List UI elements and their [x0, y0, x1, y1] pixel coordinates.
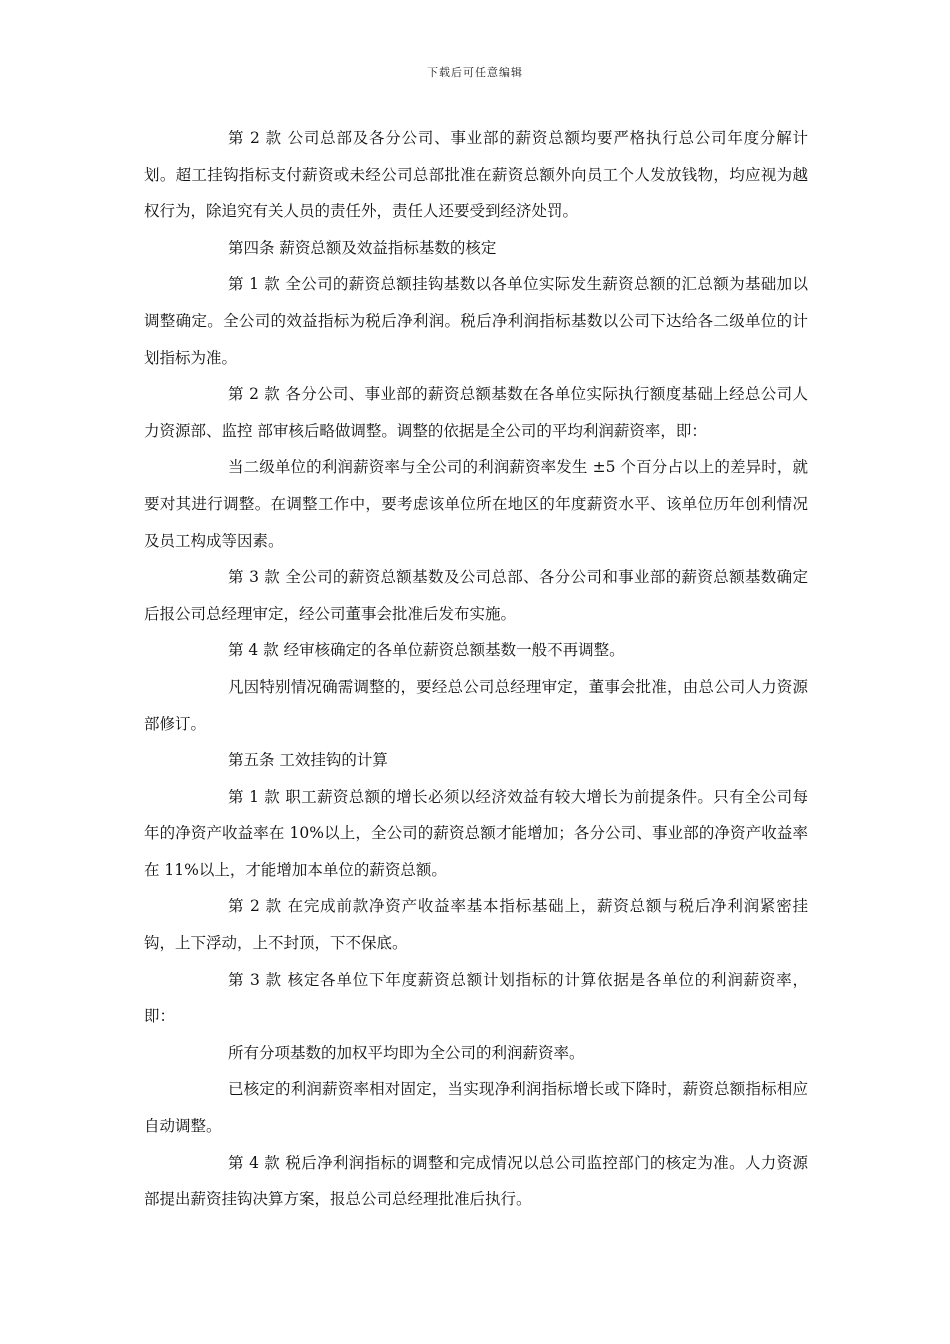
article-5-heading: 第五条 工效挂钩的计算	[228, 751, 388, 770]
paragraph-clause-1-base: 第 1 款 全公司的薪资总额挂钩基数以各单位实际发生薪资总额的汇总额为基础加以调整确定。全公司的效益指标为税后净利润。税后净利润指标基数以公司下达给各二级单位的计划指标为准。	[144, 275, 808, 367]
paragraph-clause-2-budget: 第 2 款 公司总部及各分公司、事业部的薪资总额均要严格执行总公司年度分解计划。超工挂钩指标支付薪资或未经公司总部批准在薪资总额外向员工个人发放钱物，均应视为越权行为，除追究有关人员的责任外，责任人还要受到经济处罚。	[144, 129, 808, 221]
paragraph-auto-adjust: 已核定的利润薪资率相对固定，当实现净利润指标增长或下降时，薪资总额指标相应自动调整。	[144, 1080, 808, 1136]
paragraph-difference-rule: 当二级单位的利润薪资率与全公司的利润薪资率发生 ±5 个百分占以上的差异时，就要对其进行调整。在调整工作中，要考虑该单位所在地区的年度薪资水平、该单位历年创利情况及员工构成等因素。	[144, 458, 808, 550]
paragraph-clause-1-growth: 第 1 款 职工薪资总额的增长必须以经济效益有较大增长为前提条件。只有全公司每年的净资产收益率在 10%以上，全公司的薪资总额才能增加；各分公司、事业部的净资产收益率在 11%以上，才能增加本单位的薪资总额。	[144, 787, 808, 879]
paragraph-clause-4-settlement: 第 4 款 税后净利润指标的调整和完成情况以总公司监控部门的核定为准。人力资源部提出薪资挂钩决算方案，报总公司总经理批准后执行。	[144, 1153, 808, 1209]
paragraph-clause-2-adjust: 第 2 款 各分公司、事业部的薪资总额基数在各单位实际执行额度基础上经总公司人力资源部、监控 部审核后略做调整。调整的依据是全公司的平均利润薪资率，即：	[144, 385, 808, 440]
article-4-heading: 第四条 薪资总额及效益指标基数的核定	[228, 238, 497, 257]
paragraph-special-case: 凡因特别情况确需调整的，要经总公司总经理审定，董事会批准，由总公司人力资源部修订。	[144, 677, 808, 733]
paragraph-clause-4-no-adjust: 第 4 款 经审核确定的各单位薪资总额基数一般不再调整。	[228, 641, 625, 660]
document-body	[144, 120, 808, 1218]
paragraph-clause-3-calc-basis: 第 3 款 核定各单位下年度薪资总额计划指标的计算依据是各单位的利润薪资率，即：	[144, 970, 808, 1026]
paragraph-weighted-average: 所有分项基数的加权平均即为全公司的利润薪资率。	[228, 1043, 585, 1062]
paragraph-clause-2-linkage: 第 2 款 在完成前款净资产收益率基本指标基础上，薪资总额与税后净利润紧密挂钩，上下浮动，上不封顶，下不保底。	[144, 897, 808, 953]
page-header: 下载后可任意编辑	[427, 66, 523, 79]
paragraph-clause-3-approval: 第 3 款 全公司的薪资总额基数及公司总部、各分公司和事业部的薪资总额基数确定后报公司总经理审定，经公司董事会批准后发布实施。	[144, 568, 808, 623]
